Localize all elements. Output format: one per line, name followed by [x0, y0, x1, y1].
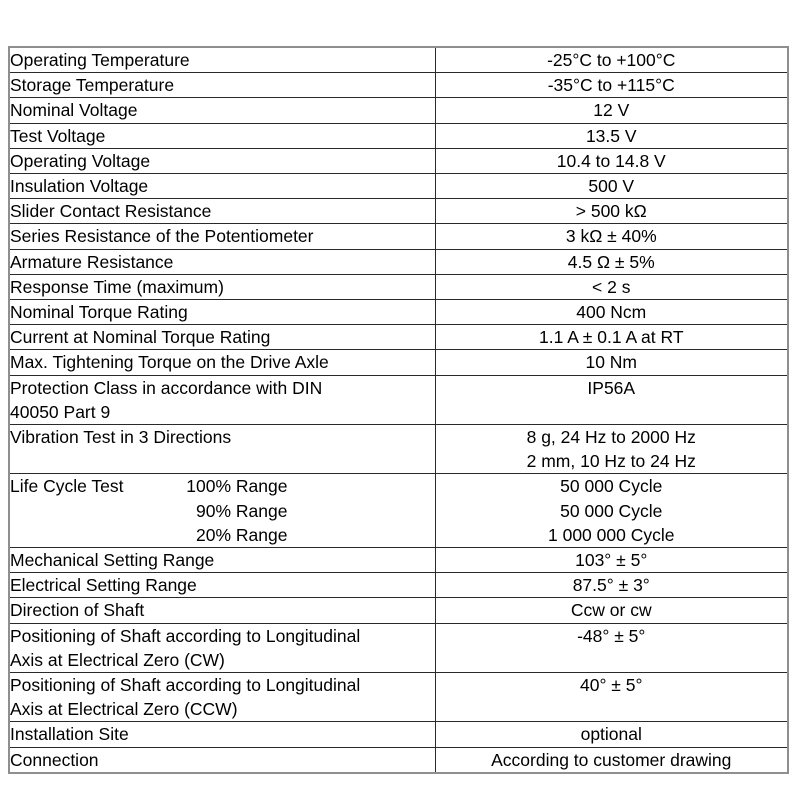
- range-label: 20% Range: [196, 524, 288, 545]
- spec-label-line: Protection Class in accordance with DIN: [10, 377, 323, 398]
- spec-value: [435, 47, 788, 73]
- spec-value-line: 400 Ncm: [576, 302, 647, 323]
- table-row: [9, 300, 788, 325]
- spec-value: [435, 224, 788, 249]
- table-row: [9, 722, 788, 747]
- spec-value-line: 87.5° ± 3°: [572, 575, 650, 596]
- spec-value: [435, 673, 788, 722]
- table-row: [9, 199, 788, 224]
- spec-label-line: Current at Nominal Torque Rating: [10, 327, 271, 348]
- spec-label: [9, 747, 435, 773]
- spec-value: [435, 548, 788, 573]
- spec-label: [9, 98, 435, 123]
- spec-value-line: 2 mm, 10 Hz to 24 Hz: [526, 451, 696, 472]
- table-row: [9, 249, 788, 274]
- table-row: [9, 98, 788, 123]
- table-row: [9, 375, 788, 424]
- table-row: [9, 274, 788, 299]
- spec-value-line: -25°C to +100°C: [547, 50, 676, 70]
- spec-label: [9, 425, 435, 474]
- table-row: [9, 350, 788, 375]
- spec-label-line: Max. Tightening Torque on the Drive Axle: [10, 352, 329, 373]
- spec-label-line: Vibration Test in 3 Directions: [10, 427, 232, 448]
- spec-value: [435, 300, 788, 325]
- table-row: [9, 123, 788, 148]
- spec-value: [435, 722, 788, 747]
- table-row: [9, 148, 788, 173]
- range-label: 100% Range: [186, 476, 288, 497]
- spec-value: [435, 174, 788, 199]
- spec-value-line: 3 kΩ ± 40%: [565, 226, 657, 247]
- spec-value-line: -48° ± 5°: [577, 625, 646, 646]
- life-cycle-wrap: [10, 474, 435, 547]
- table-row: [9, 224, 788, 249]
- spec-label-line: Connection: [10, 749, 99, 770]
- spec-value: [435, 73, 788, 98]
- spec-label: [9, 598, 435, 623]
- spec-value-line: IP56A: [587, 377, 636, 398]
- spec-value-line: 1.1 A ± 0.1 A at RT: [538, 327, 684, 348]
- table-row: [9, 325, 788, 350]
- spec-label: [9, 199, 435, 224]
- spec-label: [9, 123, 435, 148]
- spec-label: [9, 722, 435, 747]
- spec-value-line: -35°C to +115°C: [547, 75, 675, 96]
- spec-value-line: optional: [580, 724, 642, 745]
- spec-label: [9, 47, 435, 73]
- spec-label-line: Nominal Voltage: [10, 100, 138, 121]
- spec-label-line: Axis at Electrical Zero (CW): [10, 649, 225, 670]
- spec-value-line: According to customer drawing: [491, 749, 732, 770]
- spec-label: [9, 548, 435, 573]
- spec-value-line: 103° ± 5°: [575, 550, 648, 571]
- life-cycle-ranges: [161, 474, 287, 547]
- spec-value-line: 13.5 V: [585, 125, 637, 146]
- spec-label: [9, 73, 435, 98]
- spec-value-line: 8 g, 24 Hz to 2000 Hz: [526, 427, 696, 448]
- spec-value: [435, 325, 788, 350]
- table-row: [9, 623, 788, 672]
- table-row: [9, 474, 788, 548]
- spec-label-line: Positioning of Shaft according to Longitudinal: [10, 675, 361, 696]
- spec-value: [435, 425, 788, 474]
- spec-label-line: Insulation Voltage: [10, 176, 149, 197]
- spec-value: [435, 274, 788, 299]
- spec-label-line: Positioning of Shaft according to Longitudinal: [10, 625, 361, 646]
- spec-value-line: 12 V: [593, 100, 630, 121]
- table-row: [9, 47, 788, 73]
- spec-value: [435, 199, 788, 224]
- spec-value: [435, 598, 788, 623]
- spec-value: [435, 148, 788, 173]
- spec-value: [435, 747, 788, 773]
- spec-value: [435, 350, 788, 375]
- spec-label: [9, 375, 435, 424]
- spec-value: [435, 474, 788, 548]
- table-row: [9, 747, 788, 773]
- spec-label: [9, 573, 435, 598]
- table-row: [9, 174, 788, 199]
- spec-label: [9, 300, 435, 325]
- spec-label-line: Response Time (maximum): [10, 276, 224, 297]
- table-row: [9, 548, 788, 573]
- spec-label: [9, 350, 435, 375]
- spec-label-line: Electrical Setting Range: [10, 575, 197, 596]
- spec-label: [9, 174, 435, 199]
- spec-label-line: Mechanical Setting Range: [10, 550, 215, 571]
- spec-label: [9, 325, 435, 350]
- spec-value-line: 10 Nm: [585, 352, 638, 373]
- spec-value-line: Ccw or cw: [570, 600, 652, 621]
- table-row: [9, 425, 788, 474]
- spec-value: [435, 375, 788, 424]
- spec-value: [435, 98, 788, 123]
- spec-label-line: Operating Voltage: [10, 150, 151, 171]
- spec-value: [435, 623, 788, 672]
- spec-label: [9, 224, 435, 249]
- spec-value-line: > 500 kΩ: [575, 201, 647, 222]
- specs-table: [8, 46, 789, 774]
- table-row: [9, 598, 788, 623]
- table-row: [9, 573, 788, 598]
- spec-value-line: 10.4 to 14.8 V: [556, 150, 666, 171]
- spec-label-text: Life Cycle Test: [10, 476, 124, 497]
- spec-label: [9, 623, 435, 672]
- spec-label-line: Armature Resistance: [10, 251, 174, 272]
- spec-label: [9, 148, 435, 173]
- spec-label-line: Nominal Torque Rating: [10, 302, 188, 323]
- spec-label-line: Axis at Electrical Zero (CCW): [10, 699, 238, 720]
- spec-label-line: Direction of Shaft: [10, 600, 145, 621]
- spec-label: [9, 673, 435, 722]
- specs-table-body: [9, 47, 788, 773]
- spec-value-line: 1 000 000 Cycle: [548, 524, 675, 545]
- spec-value-line: 500 V: [588, 176, 635, 197]
- spec-label-line: Slider Contact Resistance: [10, 201, 212, 222]
- spec-label-line: Storage Temperature: [10, 75, 175, 96]
- range-label: 90% Range: [196, 500, 288, 521]
- spec-value-line: < 2 s: [592, 276, 631, 297]
- spec-label-line: Series Resistance of the Potentiometer: [10, 226, 314, 247]
- spec-value-line: 50 000 Cycle: [560, 500, 663, 521]
- spec-label: [9, 274, 435, 299]
- spec-value-line: 40° ± 5°: [579, 675, 643, 696]
- spec-label-line: 40050 Part 9: [10, 401, 111, 422]
- spec-value: [435, 573, 788, 598]
- spec-value-line: 4.5 Ω ± 5%: [567, 251, 655, 272]
- spec-label-line: Operating Temperature: [10, 50, 190, 70]
- spec-value: [435, 123, 788, 148]
- spec-label: [9, 249, 435, 274]
- spec-value: [435, 249, 788, 274]
- table-row: [9, 673, 788, 722]
- table-row: [9, 73, 788, 98]
- spec-label: [9, 474, 435, 548]
- spec-value-line: 50 000 Cycle: [560, 476, 663, 497]
- spec-label-line: Installation Site: [10, 724, 129, 745]
- spec-label-line: Test Voltage: [10, 125, 106, 146]
